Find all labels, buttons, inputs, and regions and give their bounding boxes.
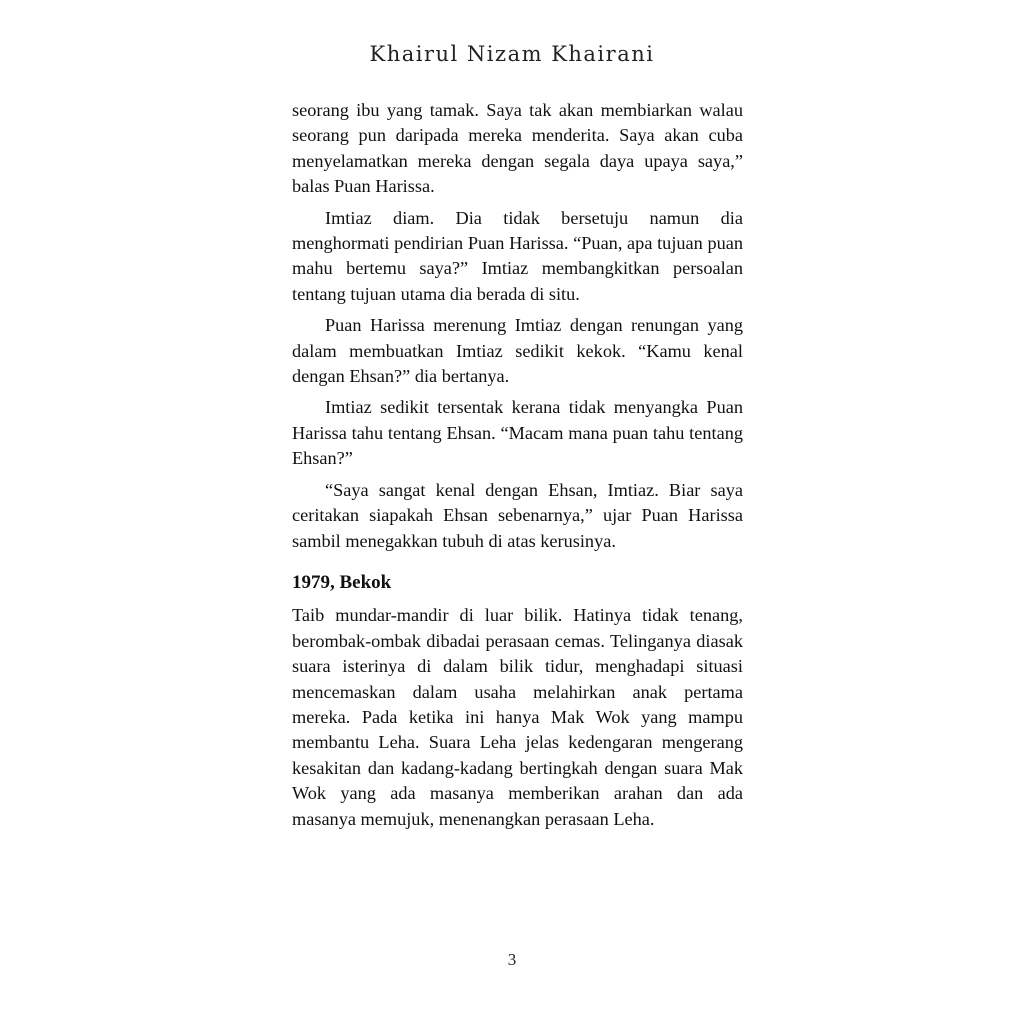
paragraph-5: “Saya sangat kenal dengan Ehsan, Imtiaz. Biar saya ceritakan siapakah Ehsan sebenarnya,” ujar Puan Harissa sambil menegakkan tubuh di atas kerusinya. xyxy=(292,479,743,551)
paragraph-1: seorang ibu yang tamak. Saya tak akan membiarkan walau seorang pun daripada mereka menderita. Saya akan cuba menyelamatkan mereka dengan segala daya upaya saya,” balas Puan Harissa. xyxy=(292,100,743,197)
paragraph-3: Puan Harissa merenung Imtiaz dengan renungan yang dalam membuatkan Imtiaz sedikit kekok. “Kamu kenal dengan Ehsan?” dia bertanya. xyxy=(292,315,743,387)
section-heading: 1979, Bekok xyxy=(292,571,392,593)
running-header-author: Khairul Nizam Khairani xyxy=(369,42,655,66)
section-paragraph: Taib mundar-mandir di luar bilik. Hatinya tidak tenang, berombak-ombak dibadai perasaan cemas. Telinganya diasak suara isterinya di dalam bilik tidur, menghadapi situasi mencemaskan dalam usaha melahirkan anak pertama mereka. Pada ketika ini hanya Mak Wok yang mampu membantu Leha. Suara Leha jelas kedengaran mengerang kesakitan dan kadang-kadang bertingkah dengan suara Mak Wok yang ada masanya memberikan arahan dan ada masanya memujuk, menenangkan perasaan Leha. xyxy=(292,605,743,829)
paragraph-2: Imtiaz diam. Dia tidak bersetuju namun dia menghormati pendirian Puan Harissa. “Puan, apa tujuan puan mahu bertemu saya?” Imtiaz membangkitkan persoalan tentang tujuan utama dia berada di situ. xyxy=(292,207,743,304)
paragraph-4: Imtiaz sedikit tersentak kerana tidak menyangka Puan Harissa tahu tentang Ehsan. “Macam mana puan tahu tentang Ehsan?” xyxy=(292,397,743,469)
body-text xyxy=(292,98,743,838)
page-number: 3 xyxy=(507,950,517,969)
